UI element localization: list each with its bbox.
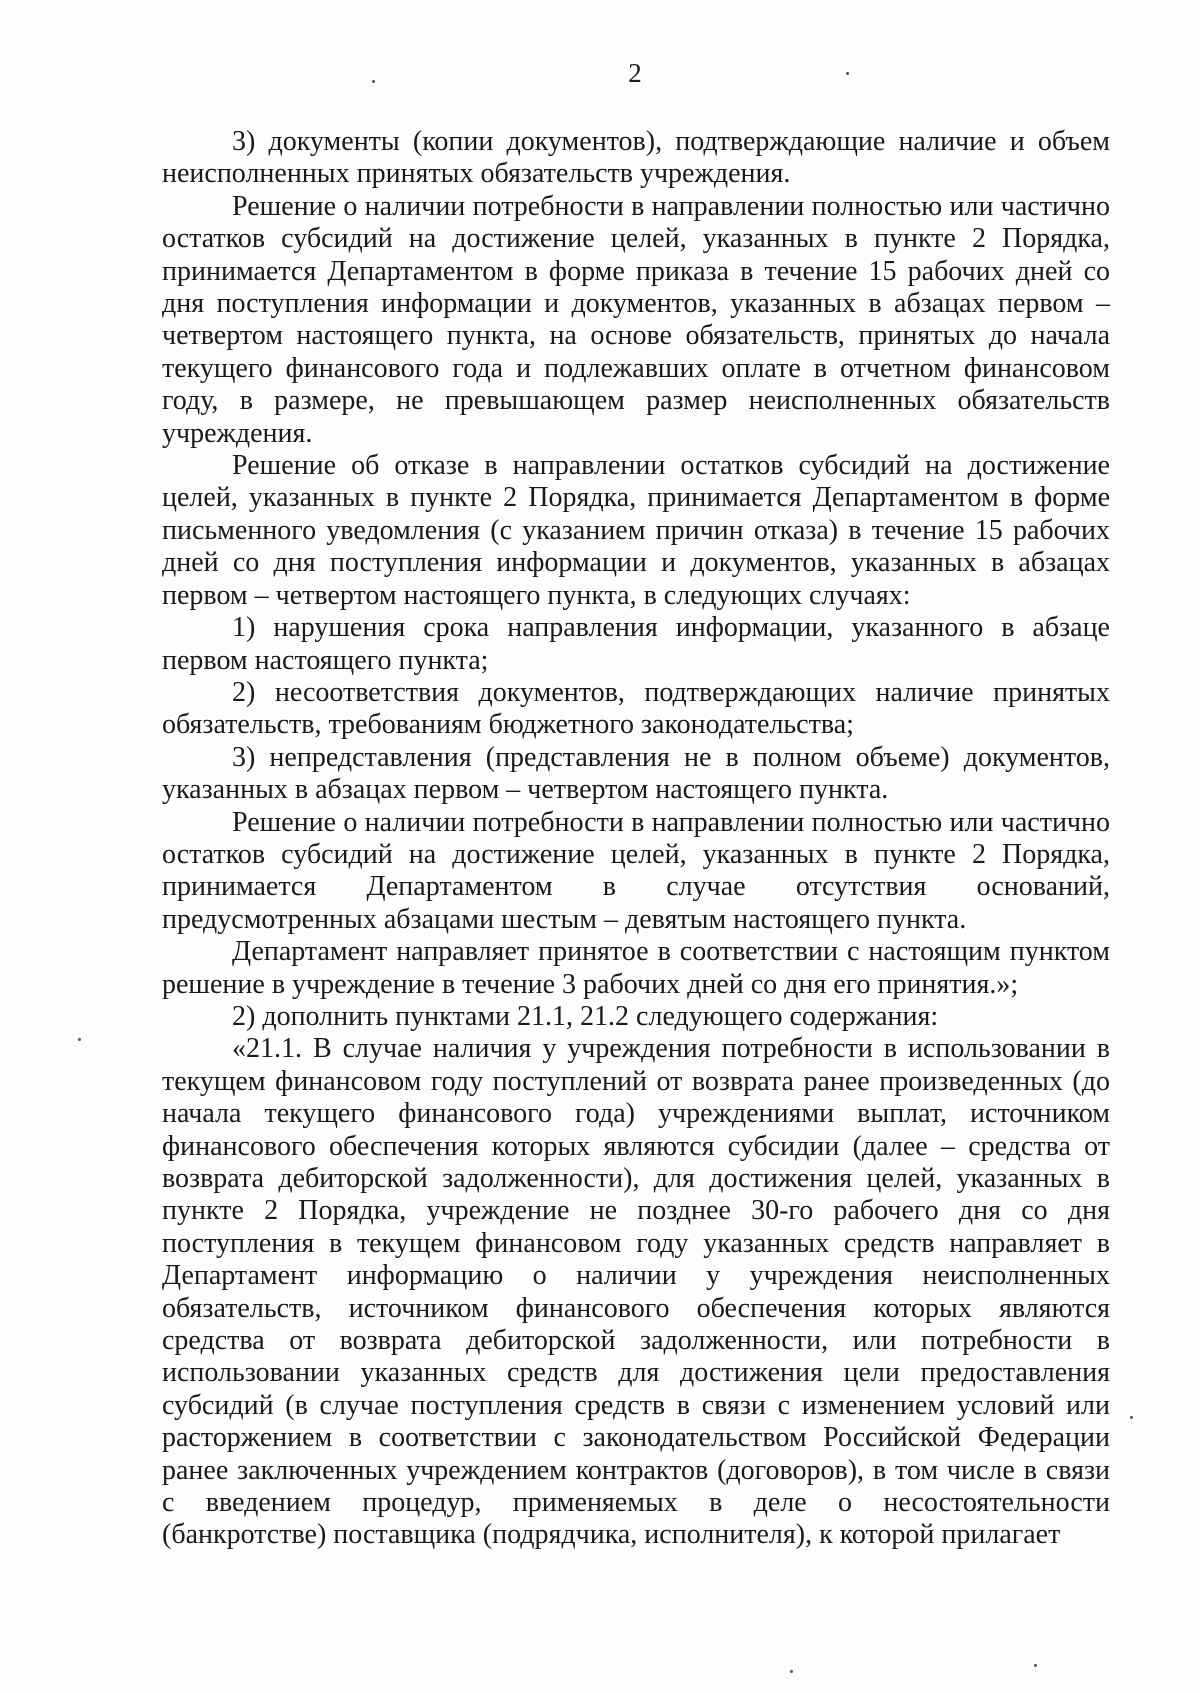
paragraph: 3) документы (копии документов), подтверждающие наличие и объем неисполненных принятых обязательств учреждения. [162,126,1110,190]
document-body [162,126,1110,1552]
paragraph: Департамент направляет принятое в соответствии с настоящим пунктом решение в учреждение в течение 3 рабочих дней со дня его принятия.»; [162,936,1110,1000]
page-number: 2 [628,58,642,88]
paragraph: 2) дополнить пунктами 21.1, 21.2 следующего содержания: [232,1000,939,1032]
paragraph: «21.1. В случае наличия у учреждения потребности в использовании в текущем финансовом году поступлений от возврата ранее произведенных (до начала текущего финансового года) учреждениями выплат, источником финансового обеспечения которых являются субсидии (далее – средства от возврата дебиторской задолженности), для достижения целей, указанных в пункте 2 Порядка, учреждение не позднее 30-го рабочего дня со дня поступления в текущем финансовом году указанных средств направляет в Департамент информацию о наличии у учреждения неисполненных обязательств, источником финансового обеспечения которых являются средства от возврата дебиторской задолженности, или потребности в использовании указанных средств для достижения цели предоставления субсидий (в случае поступления средств в связи с изменением условий или расторжением в соответствии с законодательством Российской Федерации ранее заключенных учреждением контрактов (договоров), в том числе в связи с введением процедур, применяемых в деле о несостоятельности (банкротстве) поставщика (подрядчика, исполнителя), к которой прилагает [162,1033,1110,1551]
paragraph: 2) несоответствия документов, подтверждающих наличие принятых обязательств, требованиям бюджетного законодательства; [162,676,1110,741]
scan-speck [372,80,375,83]
scan-speck [790,1670,793,1673]
paragraph: Решение об отказе в направлении остатков субсидий на достижение целей, указанных в пункте 2 Порядка, принимается Департаментом в форме письменного уведомления (с указанием причин отказа) в течение 15 рабочих дней со дня поступления информации и документов, указанных в абзацах первом – четвертом настоящего пункта, в следующих случаях: [162,450,1110,611]
scan-speck [1130,1416,1133,1419]
paragraph: Решение о наличии потребности в направлении полностью или частично остатков субсидий на достижение целей, указанных в пункте 2 Порядка, принимается Департаментом в форме приказа в течение 15 рабочих дней со дня поступления информации и документов, указанных в абзацах первом – четвертом настоящего пункта, на основе обязательств, принятых до начала текущего финансового года и подлежавших оплате в отчетном финансовом году, в размере, не превышающем размер неисполненных обязательств учреждения. [162,190,1110,449]
paragraph: 3) непредставления (представления не в полном объеме) документов, указанных в абзацах первом – четвертом настоящего пункта. [162,741,1110,806]
paragraph: 1) нарушения срока направления информации, указанного в абзаце первом настоящего пункта; [162,612,1110,676]
scan-speck [846,72,849,75]
scan-speck [1034,1664,1037,1667]
scan-speck [78,1038,81,1041]
paragraph: Решение о наличии потребности в направлении полностью или частично остатков субсидий на достижение целей, указанных в пункте 2 Порядка, принимается Департаментом в случае отсутствия оснований, предусмотренных абзацами шестым – девятым настоящего пункта. [162,806,1110,935]
